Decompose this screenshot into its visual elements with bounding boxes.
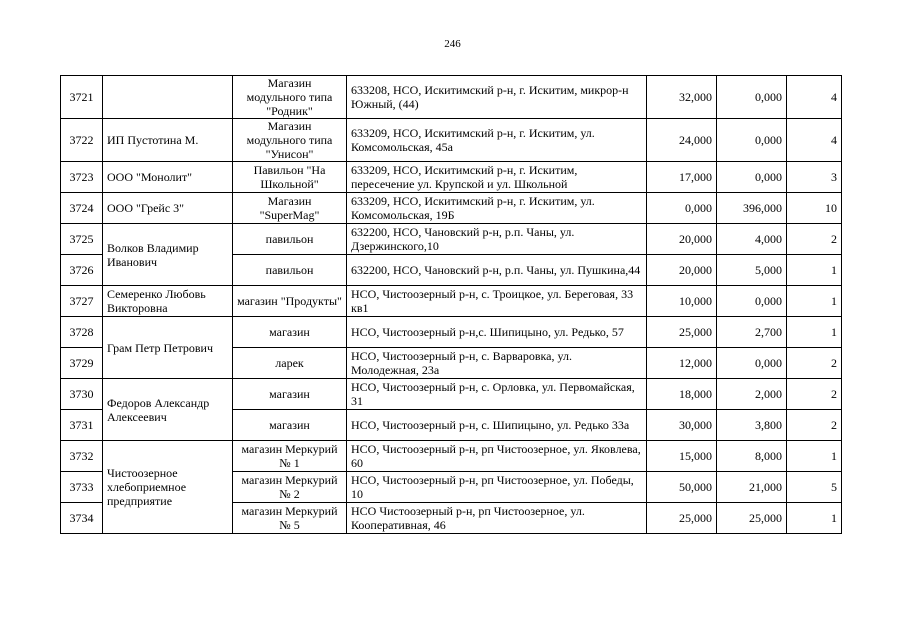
table-row	[61, 286, 842, 317]
address-cell: НСО, Чистоозерный р-н, рп Чистоозерное, ул. Победы, 10	[347, 472, 647, 503]
store-type-cell: павильон	[233, 255, 347, 286]
organization-cell: Волков Владимир Иванович	[103, 224, 233, 286]
row-number: 3731	[61, 410, 103, 441]
registry-table	[60, 75, 842, 534]
value-2-cell: 3,800	[717, 410, 787, 441]
value-3-cell: 3	[787, 162, 842, 193]
row-number: 3721	[61, 76, 103, 119]
store-type-cell: магазин	[233, 379, 347, 410]
page-number: 246	[444, 38, 461, 50]
value-1-cell: 15,000	[647, 441, 717, 472]
address-cell: НСО, Чистоозерный р-н, с. Шипицыно, ул. Редько 33а	[347, 410, 647, 441]
address-cell: 633208, НСО, Искитимский р-н, г. Искитим, микрор-н Южный, (44)	[347, 76, 647, 119]
store-type-cell: Магазин "SuperMag"	[233, 193, 347, 224]
store-type-cell: магазин	[233, 317, 347, 348]
value-2-cell: 0,000	[717, 348, 787, 379]
organization-cell: ООО "Грейс 3"	[103, 193, 233, 224]
value-1-cell: 20,000	[647, 224, 717, 255]
value-2-cell: 0,000	[717, 162, 787, 193]
table-row	[61, 119, 842, 162]
row-number: 3733	[61, 472, 103, 503]
address-cell: 632200, НСО, Чановский р-н, р.п. Чаны, ул. Дзержинского,10	[347, 224, 647, 255]
row-number: 3734	[61, 503, 103, 534]
store-type-cell: Павильон "На Школьной"	[233, 162, 347, 193]
value-3-cell: 1	[787, 503, 842, 534]
row-number: 3723	[61, 162, 103, 193]
store-type-cell: Магазин модульного типа "Унисон"	[233, 119, 347, 162]
value-1-cell: 30,000	[647, 410, 717, 441]
value-3-cell: 2	[787, 348, 842, 379]
address-cell: НСО Чистоозерный р-н, рп Чистоозерное, ул. Кооперативная, 46	[347, 503, 647, 534]
value-2-cell: 396,000	[717, 193, 787, 224]
value-1-cell: 50,000	[647, 472, 717, 503]
table-row	[61, 379, 842, 410]
row-number: 3730	[61, 379, 103, 410]
address-cell: 633209, НСО, Искитимский р-н, г. Искитим, ул. Комсомольская, 19Б	[347, 193, 647, 224]
row-number: 3726	[61, 255, 103, 286]
table-row	[61, 224, 842, 255]
address-cell: НСО, Чистоозерный р-н, рп Чистоозерное, ул. Яковлева, 60	[347, 441, 647, 472]
row-number: 3732	[61, 441, 103, 472]
value-3-cell: 4	[787, 76, 842, 119]
address-cell: НСО, Чистоозерный р-н, с. Орловка, ул. Первомайская, 31	[347, 379, 647, 410]
table-row	[61, 193, 842, 224]
organization-cell: Федоров Александр Алексеевич	[103, 379, 233, 441]
organization-cell: ИП Пустотина М.	[103, 119, 233, 162]
row-number: 3725	[61, 224, 103, 255]
store-type-cell: магазин "Продукты"	[233, 286, 347, 317]
row-number: 3724	[61, 193, 103, 224]
value-3-cell: 10	[787, 193, 842, 224]
organization-cell: Грам Петр Петрович	[103, 317, 233, 379]
address-cell: НСО, Чистоозерный р-н, с. Троицкое, ул. Береговая, 33 кв1	[347, 286, 647, 317]
table-row	[61, 441, 842, 472]
value-2-cell: 2,000	[717, 379, 787, 410]
value-3-cell: 1	[787, 317, 842, 348]
value-2-cell: 0,000	[717, 119, 787, 162]
store-type-cell: магазин	[233, 410, 347, 441]
organization-cell: Семеренко Любовь Викторовна	[103, 286, 233, 317]
value-3-cell: 1	[787, 286, 842, 317]
value-2-cell: 25,000	[717, 503, 787, 534]
store-type-cell: магазин Меркурий № 2	[233, 472, 347, 503]
value-2-cell: 5,000	[717, 255, 787, 286]
store-type-cell: павильон	[233, 224, 347, 255]
address-cell: 632200, НСО, Чановский р-н, р.п. Чаны, ул. Пушкина,44	[347, 255, 647, 286]
value-1-cell: 12,000	[647, 348, 717, 379]
value-1-cell: 0,000	[647, 193, 717, 224]
value-1-cell: 25,000	[647, 503, 717, 534]
value-2-cell: 4,000	[717, 224, 787, 255]
value-2-cell: 8,000	[717, 441, 787, 472]
address-cell: НСО, Чистоозерный р-н,с. Шипицыно, ул. Редько, 57	[347, 317, 647, 348]
value-1-cell: 32,000	[647, 76, 717, 119]
value-3-cell: 1	[787, 441, 842, 472]
address-cell: 633209, НСО, Искитимский р-н, г. Искитим, ул. Комсомольская, 45а	[347, 119, 647, 162]
organization-cell: ООО "Монолит"	[103, 162, 233, 193]
row-number: 3722	[61, 119, 103, 162]
value-1-cell: 17,000	[647, 162, 717, 193]
organization-cell	[103, 76, 233, 119]
address-cell: НСО, Чистоозерный р-н, с. Варваровка, ул. Молодежная, 23а	[347, 348, 647, 379]
store-type-cell: магазин Меркурий № 5	[233, 503, 347, 534]
value-1-cell: 24,000	[647, 119, 717, 162]
store-type-cell: ларек	[233, 348, 347, 379]
table-row	[61, 162, 842, 193]
value-1-cell: 10,000	[647, 286, 717, 317]
value-3-cell: 2	[787, 224, 842, 255]
table-row	[61, 317, 842, 348]
store-type-cell: Магазин модульного типа "Родник"	[233, 76, 347, 119]
value-2-cell: 0,000	[717, 76, 787, 119]
table-row	[61, 76, 842, 119]
value-3-cell: 2	[787, 410, 842, 441]
address-cell: 633209, НСО, Искитимский р-н, г. Искитим, пересечение ул. Крупской и ул. Школьной	[347, 162, 647, 193]
value-2-cell: 2,700	[717, 317, 787, 348]
value-2-cell: 21,000	[717, 472, 787, 503]
value-3-cell: 2	[787, 379, 842, 410]
value-3-cell: 1	[787, 255, 842, 286]
value-2-cell: 0,000	[717, 286, 787, 317]
row-number: 3729	[61, 348, 103, 379]
store-type-cell: магазин Меркурий № 1	[233, 441, 347, 472]
organization-cell: Чистоозерное хлебоприемное предприятие	[103, 441, 233, 534]
value-3-cell: 4	[787, 119, 842, 162]
value-1-cell: 25,000	[647, 317, 717, 348]
value-1-cell: 20,000	[647, 255, 717, 286]
value-3-cell: 5	[787, 472, 842, 503]
row-number: 3728	[61, 317, 103, 348]
row-number: 3727	[61, 286, 103, 317]
value-1-cell: 18,000	[647, 379, 717, 410]
